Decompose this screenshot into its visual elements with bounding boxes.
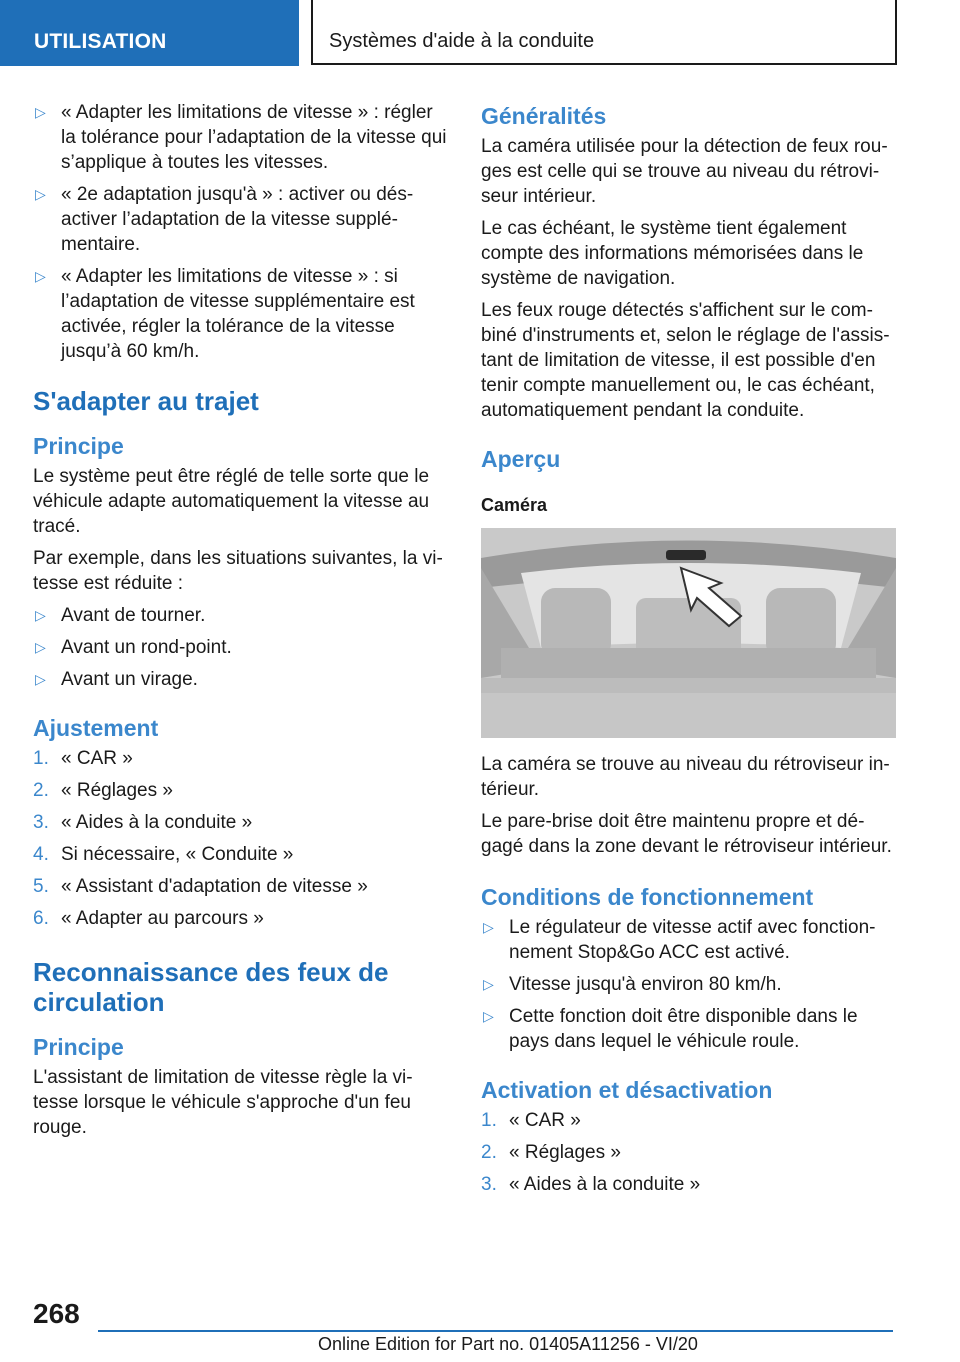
- subheading-apercu: Aperçu: [481, 446, 561, 472]
- subheading-generalites: Généralités: [481, 103, 607, 129]
- section-heading-sadapter: S'adapter au trajet: [33, 386, 259, 416]
- section-tab-label: UTILISATION: [34, 30, 167, 53]
- paragraph: L'assistant de limitation de vitesse règle la vitesse lorsque le véhicule s'approche d'un feu rouge.: [33, 1067, 413, 1138]
- chapter-header: [311, 0, 897, 65]
- paragraph: Le pare-brise doit être maintenu propre et dégagé dans la zone devant le rétroviseur intérieur.: [481, 811, 892, 857]
- paragraph: Par exemple, dans les situations suivantes, la vitesse est réduite :: [33, 548, 443, 594]
- triangle-bullet-icon: ▷: [35, 104, 46, 120]
- triangle-bullet-icon: ▷: [483, 976, 494, 992]
- footer-divider: [98, 1330, 893, 1332]
- paragraph: La caméra utilisée pour la détection de feux rouges est celle qui se trouve au niveau du rétroviseur intérieur.: [481, 136, 888, 207]
- section-heading-feux: Reconnaissance des feux de circulation: [33, 957, 389, 1017]
- list-item: ▷ « 2e adaptation jusqu'à » : activer ou désactiver l’adaptation de la vitesse supplémentaire.: [35, 184, 414, 255]
- list-item: ▷ Avant un virage.: [35, 669, 198, 690]
- triangle-bullet-icon: ▷: [35, 639, 46, 655]
- right-column: [481, 100, 896, 1204]
- triangle-bullet-icon: ▷: [35, 186, 46, 202]
- car-interior-image: [481, 528, 896, 738]
- list-item: 4. Si nécessaire, « Conduite »: [33, 844, 294, 865]
- paragraph: Les feux rouge détectés s'affichent sur le combiné d'instruments et, selon le réglage de l'assistant de limitation de vitesse, il est possible d'en tenir compte manuellement ou, le cas échéant, automatiquement pendant la conduite.: [481, 300, 890, 421]
- paragraph: Le cas échéant, le système tient également compte des informations mémorisées dans le système de navigation.: [481, 218, 864, 289]
- subheading-activation: Activation et désactivation: [481, 1077, 773, 1103]
- paragraph: La caméra se trouve au niveau du rétroviseur intérieur.: [481, 754, 890, 800]
- triangle-bullet-icon: ▷: [35, 671, 46, 687]
- subheading-principe: Principe: [33, 1034, 124, 1060]
- page-number: 268: [33, 1298, 80, 1329]
- paragraph: Le système peut être réglé de telle sorte que le véhicule adapte automatiquement la vitesse au tracé.: [33, 466, 430, 537]
- list-item: ▷ « Adapter les limitations de vitesse » : si l’adaptation de vitesse supplémentaire est activée, régler la tolérance de la vitesse jusqu’à 60 km/h.: [35, 266, 415, 362]
- list-item: 2. « Réglages »: [33, 780, 173, 801]
- list-item: ▷ Cette fonction doit être disponible dans le pays dans lequel le véhicule roule.: [483, 1006, 858, 1052]
- list-item: ▷ Avant un rond-point.: [35, 637, 232, 658]
- subheading-principe: Principe: [33, 433, 124, 459]
- subheading-camera: Caméra: [481, 495, 548, 515]
- list-item: 1. « CAR »: [33, 748, 133, 769]
- list-item: 3. « Aides à la conduite »: [481, 1174, 701, 1195]
- triangle-bullet-icon: ▷: [35, 607, 46, 623]
- triangle-bullet-icon: ▷: [483, 919, 494, 935]
- list-item: 3. « Aides à la conduite »: [33, 812, 253, 833]
- triangle-bullet-icon: ▷: [483, 1008, 494, 1024]
- left-column: [33, 100, 448, 1147]
- triangle-bullet-icon: ▷: [35, 268, 46, 284]
- section-tab: [0, 0, 299, 66]
- edition-note: Online Edition for Part no. 01405A11256 - VI/20: [318, 1334, 698, 1354]
- list-item: 1. « CAR »: [481, 1110, 581, 1131]
- chapter-title: Systèmes d'aide à la conduite: [329, 30, 595, 52]
- list-item: 2. « Réglages »: [481, 1142, 621, 1163]
- list-item: 6. « Adapter au parcours »: [33, 908, 264, 929]
- list-item: ▷ Vitesse jusqu'à environ 80 km/h.: [483, 974, 782, 995]
- camera-location-illustration: [481, 528, 896, 738]
- list-item: ▷ « Adapter les limitations de vitesse » : régler la tolérance pour l’adaptation de la vitesse qui s’applique à toutes les vitesses.: [35, 102, 447, 173]
- list-item: ▷ Le régulateur de vitesse actif avec fonctionnement Stop&Go ACC est activé.: [483, 917, 876, 963]
- subheading-conditions: Conditions de fonctionnement: [481, 884, 814, 910]
- list-item: 5. « Assistant d'adaptation de vitesse »: [33, 876, 368, 897]
- subheading-ajustement: Ajustement: [33, 715, 159, 741]
- list-item: ▷ Avant de tourner.: [35, 605, 206, 626]
